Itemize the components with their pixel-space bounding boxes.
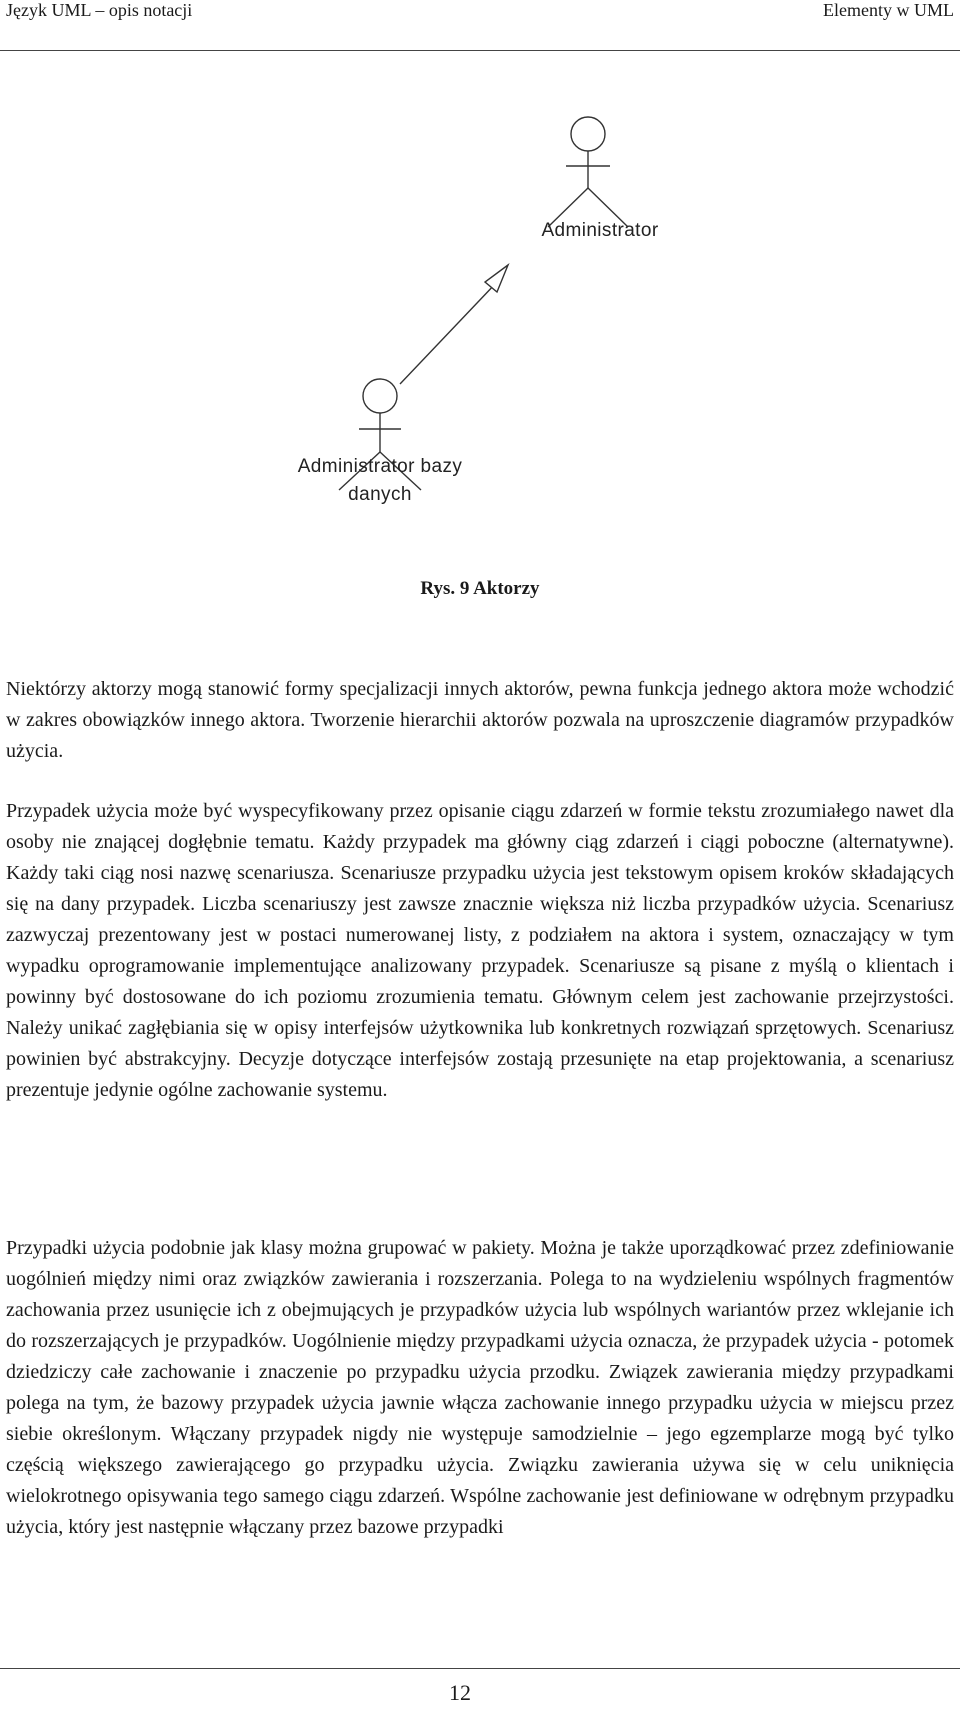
actor-db-administrator-label-line1: Administrator bazy (297, 456, 463, 477)
page-header (0, 0, 960, 48)
uml-actor-diagram (0, 100, 960, 560)
header-divider (0, 50, 960, 51)
footer-divider (0, 1668, 960, 1669)
actor-administrator-icon (548, 117, 628, 227)
paragraph-2: Przypadek użycia może być wyspecyfikowany przez opisanie ciągu zdarzeń w formie tekstu zrozumiałego nawet dla osoby nie znającej dogłębnie tematu. Każdy przypadek ma główny ciąg zdarzeń i ciągi poboczne (alternatywne). Każdy taki ciąg nosi nazwę scenariusza. Scenariusze przypadku użycia jest tekstowym opisem kroków składających się na dany przypadek. Liczba scenariuszy jest zawsze znacznie większa niż liczba przypadków użycia. Scenariusz zazwyczaj prezentowany jest w postaci numerowanej listy, z podziałem na aktora i system, oznaczający w tym wypadku oprogramowanie implementujące analizowany przypadek. Scenariusze są pisane z myślą o klientach i powinny być dostosowane do ich poziomu zrozumienia tematu. Głównym celem jest zachowanie przejrzystości. Należy unikać zagłębiania się w opisy interfejsów użytkownika lub konkretnych rozwiązań sprzętowych. Scenariusz powinien być abstrakcyjny. Decyzje dotyczące interfejsów zostają przesunięte na etap projektowania, a scenariusz prezentuje jedynie ogólne zachowanie systemu. (6, 800, 954, 1101)
header-title-left: Język UML – opis notacji (6, 0, 193, 20)
paragraph-1: Niektórzy aktorzy mogą stanowić formy specjalizacji innych aktorów, pewna funkcja jednego aktora może wchodzić w zakres obowiązków innego aktora. Tworzenie hierarchii aktorów pozwala na uproszczenie diagramów przypadków użycia. (6, 678, 954, 762)
figure-caption: Rys. 9 Aktorzy (420, 578, 540, 599)
actor-db-administrator-label-line2: danych (348, 484, 412, 505)
page-number: 12 (449, 1680, 471, 1705)
paragraph-3: Przypadki użycia podobnie jak klasy można grupować w pakiety. Można je także uporządkować przez zdefiniowanie uogólnień między nimi oraz związków zawierania i rozszerzania. Polega to na wydzieleniu wspólnych fragmentów zachowania przez usunięcie ich z obejmujących je przypadków użycia lub wspólnych wariantów przez wklejanie ich do rozszerzających je przypadków. Uogólnienie między przypadkami użycia oznacza, że przypadek użycia - potomek dziedziczy całe zachowanie i znaczenie po przypadku użycia przodku. Związek zawierania między przypadkami polega na tym, że bazowy przypadek użycia jawnie włącza zachowanie innego przypadku użycia w miejscu przez siebie określonym. Włączany przypadek nigdy nie występuje samodzielnie – jego egzemplarze mogą być tylko częścią większego zawierającego go przypadku użycia. Związku zawierania używa się w celu uniknięcia wielokrotnego opisywania tego samego ciągu zdarzeń. Wspólne zachowanie jest definiowane w odrębnym przypadku użycia, który jest następnie włączany przez bazowe przypadki (6, 1237, 954, 1538)
header-title-right: Elementy w UML (823, 0, 954, 20)
generalization-arrow (400, 265, 508, 384)
actor-administrator-label: Administrator (541, 220, 659, 241)
